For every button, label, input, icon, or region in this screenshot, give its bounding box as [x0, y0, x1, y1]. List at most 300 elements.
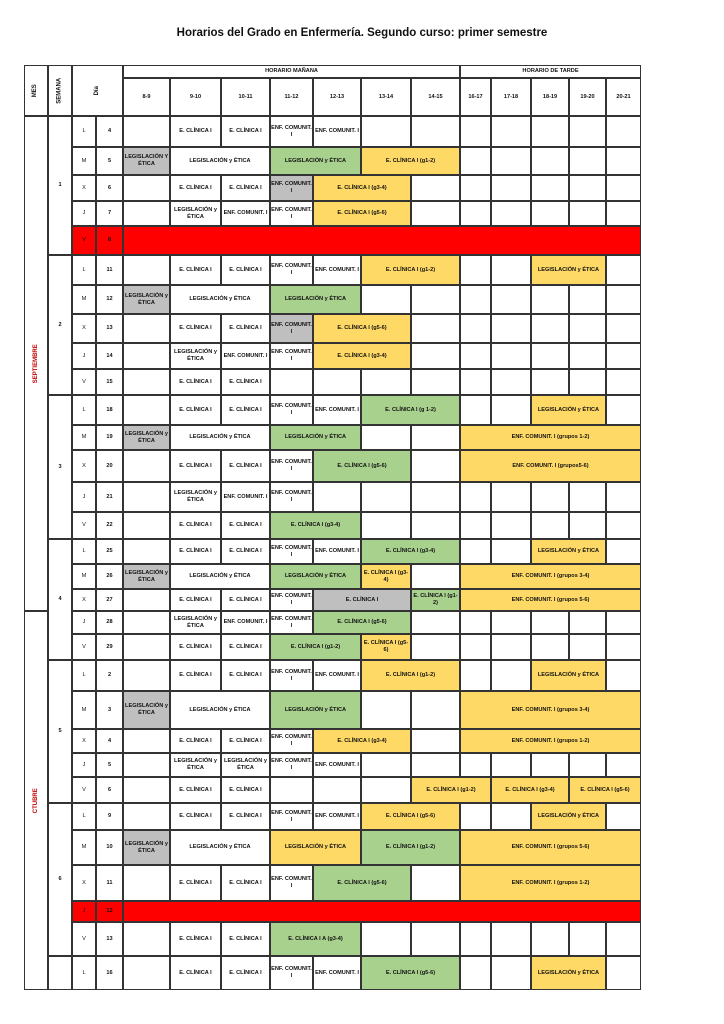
day-letter — [72, 226, 96, 255]
empty-slot — [361, 922, 411, 956]
class-block[interactable] — [170, 285, 270, 314]
empty-slot — [491, 147, 531, 175]
class-block[interactable] — [170, 589, 221, 611]
empty-slot — [411, 753, 460, 777]
cell-text: 5 — [107, 157, 112, 164]
class-block[interactable] — [313, 803, 361, 830]
cell-text: E. CLÍNICA I — [179, 935, 212, 942]
class-block[interactable] — [221, 803, 270, 830]
cell-text: ENF. COMUNIT. I — [271, 321, 312, 335]
cell-text: E. CLÍNICA I — [179, 737, 212, 744]
empty-slot — [411, 564, 460, 589]
class-block[interactable] — [270, 564, 361, 589]
class-block[interactable] — [313, 116, 361, 147]
cell-text: 12 — [106, 908, 113, 914]
cell-text: E. CLÍNICA I (g5-6) — [337, 619, 387, 625]
cell-text: E. CLÍNICA I (g1-2) — [413, 593, 458, 606]
cell-text: V — [82, 237, 86, 243]
class-block[interactable] — [270, 865, 313, 901]
cell-text: ENF. COMUNIT. I — [271, 966, 312, 979]
class-block[interactable] — [361, 830, 460, 865]
class-block[interactable] — [123, 147, 170, 175]
cell-text: LEGISLACIÓN y ÉTICA — [537, 406, 600, 413]
class-block[interactable] — [313, 539, 361, 564]
class-block[interactable] — [221, 512, 270, 539]
cell-text: ENF. COMUNIT. I — [271, 615, 312, 629]
empty-slot — [123, 255, 170, 285]
cell-text: E. CLÍNICA I — [179, 643, 212, 650]
class-block[interactable] — [221, 660, 270, 691]
class-block[interactable] — [361, 956, 460, 990]
class-block[interactable] — [170, 830, 270, 865]
class-block[interactable] — [569, 777, 641, 803]
cell-text: X — [82, 184, 86, 191]
cell-text: 10-11 — [238, 93, 253, 100]
empty-slot — [491, 343, 531, 369]
cell-text: 18 — [106, 406, 113, 413]
empty-slot — [569, 175, 606, 201]
cell-text: E. CLÍNICA I — [229, 462, 262, 469]
class-block[interactable] — [221, 753, 270, 777]
cell-text: M — [81, 573, 87, 579]
class-block[interactable] — [170, 777, 221, 803]
empty-slot — [361, 482, 411, 512]
class-block[interactable] — [221, 922, 270, 956]
class-block[interactable] — [170, 147, 270, 175]
empty-slot — [606, 175, 641, 201]
class-block[interactable] — [221, 369, 270, 395]
class-block[interactable] — [270, 116, 313, 147]
empty-slot — [569, 116, 606, 147]
day-letter — [72, 512, 96, 539]
empty-slot — [491, 255, 531, 285]
cell-text: L — [82, 969, 86, 976]
class-block[interactable] — [170, 803, 221, 830]
empty-slot — [123, 803, 170, 830]
class-block[interactable] — [313, 660, 361, 691]
class-block[interactable] — [270, 425, 361, 450]
class-block[interactable] — [170, 512, 221, 539]
class-block[interactable] — [170, 116, 221, 147]
class-block[interactable] — [170, 482, 221, 512]
class-block[interactable] — [361, 539, 460, 564]
class-block[interactable] — [221, 450, 270, 482]
cell-text: ENF. COMUNIT. I (grupos 1-2) — [511, 737, 590, 744]
empty-slot — [491, 482, 531, 512]
day-number — [96, 395, 123, 425]
cell-text: 18-19 — [542, 93, 558, 100]
class-block[interactable] — [170, 425, 270, 450]
class-block[interactable] — [460, 865, 641, 901]
empty-slot — [606, 922, 641, 956]
empty-slot — [491, 956, 531, 990]
cell-text: E. CLÍNICA I — [229, 378, 262, 385]
cell-text: LEGISLACIÓN y ÉTICA — [189, 573, 251, 579]
class-block[interactable] — [531, 539, 606, 564]
cell-text: 20-21 — [616, 93, 631, 100]
class-block[interactable] — [270, 660, 313, 691]
cell-text: E. CLÍNICA I — [229, 184, 262, 191]
cell-text: 13-14 — [378, 93, 394, 100]
cell-text: LEGISLACIÓN y ÉTICA — [224, 758, 267, 771]
class-block[interactable] — [221, 343, 270, 369]
class-block[interactable] — [313, 753, 361, 777]
class-block[interactable] — [460, 425, 641, 450]
class-block[interactable] — [531, 956, 606, 990]
cell-text: ENF. COMUNIT. I — [271, 734, 312, 747]
cell-text: 5 — [58, 728, 62, 734]
class-block[interactable] — [123, 285, 170, 314]
class-block[interactable] — [313, 314, 411, 343]
class-block[interactable] — [270, 753, 313, 777]
class-block[interactable] — [270, 729, 313, 753]
cell-text: LEGISLACIÓN y ÉTICA — [537, 969, 600, 976]
class-block[interactable] — [361, 803, 460, 830]
class-block[interactable] — [123, 425, 170, 450]
empty-slot — [123, 729, 170, 753]
empty-slot — [123, 634, 170, 660]
empty-slot — [531, 482, 569, 512]
cell-text: E. CLÍNICA I (g5-6) — [363, 640, 409, 653]
cell-text: 16-17 — [468, 93, 483, 100]
empty-slot — [569, 369, 606, 395]
cell-text: 19-20 — [580, 93, 595, 100]
class-block[interactable] — [221, 865, 270, 901]
class-block[interactable] — [270, 691, 361, 729]
class-block[interactable] — [270, 803, 313, 830]
class-block[interactable] — [270, 314, 313, 343]
cell-text: 5 — [107, 761, 112, 768]
cell-text: ENF. COMUNIT. I — [271, 668, 312, 682]
empty-slot — [491, 634, 531, 660]
cell-text: LEGISLACIÓN y ÉTICA — [125, 292, 168, 306]
class-block[interactable] — [270, 482, 313, 512]
week-label — [48, 660, 72, 803]
cell-text: ENF. COMUNIT. I — [315, 548, 359, 554]
empty-slot — [460, 922, 491, 956]
class-block[interactable] — [361, 395, 460, 425]
header-semana — [48, 65, 72, 116]
class-block[interactable] — [170, 255, 221, 285]
class-block[interactable] — [270, 147, 361, 175]
class-block[interactable] — [411, 777, 491, 803]
day-letter — [72, 922, 96, 956]
class-block[interactable] — [270, 285, 361, 314]
cell-text: 3 — [58, 463, 62, 470]
class-block[interactable] — [170, 611, 221, 634]
empty-slot — [123, 512, 170, 539]
class-block[interactable] — [270, 395, 313, 425]
cell-text: LEGISLACIÓN y ÉTICA — [174, 490, 217, 503]
cell-text: 29 — [106, 643, 113, 650]
empty-slot — [606, 660, 641, 691]
class-block[interactable] — [411, 589, 460, 611]
day-number — [96, 450, 123, 482]
class-block[interactable] — [270, 634, 361, 660]
empty-slot — [460, 634, 491, 660]
class-block[interactable] — [170, 539, 221, 564]
class-block[interactable] — [221, 777, 270, 803]
cell-text: LEGISLACIÓN y ÉTICA — [189, 844, 251, 850]
class-block[interactable] — [313, 201, 411, 226]
empty-slot — [531, 634, 569, 660]
week-label — [48, 539, 72, 660]
class-block[interactable] — [170, 956, 221, 990]
empty-slot — [569, 201, 606, 226]
class-block[interactable] — [270, 956, 313, 990]
class-block[interactable] — [460, 450, 641, 482]
class-block[interactable] — [221, 634, 270, 660]
class-block[interactable] — [170, 753, 221, 777]
cell-text: LEGISLACIÓN y ÉTICA — [125, 840, 168, 854]
day-number — [96, 175, 123, 201]
class-block[interactable] — [270, 201, 313, 226]
cell-text: LEGISLACIÓN y ÉTICA — [125, 569, 168, 583]
cell-text: 4 — [58, 596, 62, 602]
header-slot — [123, 78, 170, 116]
empty-slot — [411, 512, 460, 539]
cell-text: E. CLÍNICA I — [179, 266, 212, 273]
class-block[interactable] — [531, 255, 606, 285]
empty-slot — [460, 482, 491, 512]
empty-slot — [411, 729, 460, 753]
class-block[interactable] — [313, 589, 411, 611]
class-block[interactable] — [170, 729, 221, 753]
empty-slot — [411, 611, 460, 634]
day-number — [96, 512, 123, 539]
class-block[interactable] — [361, 147, 460, 175]
class-block[interactable] — [313, 343, 411, 369]
class-block[interactable] — [221, 611, 270, 634]
class-block[interactable] — [170, 450, 221, 482]
class-block[interactable] — [221, 539, 270, 564]
class-block[interactable] — [170, 369, 221, 395]
class-block[interactable] — [170, 691, 270, 729]
empty-slot — [361, 512, 411, 539]
class-block[interactable] — [361, 255, 460, 285]
class-block[interactable] — [313, 395, 361, 425]
empty-slot — [491, 116, 531, 147]
cell-text: E. CLÍNICA I (g1-2) — [385, 844, 436, 850]
cell-text: E. CLÍNICA I — [179, 406, 212, 413]
class-block[interactable] — [221, 589, 270, 611]
cell-text: ENF. COMUNIT. I (grupos 5-6) — [511, 844, 590, 850]
empty-slot — [460, 201, 491, 226]
page-title: Horarios del Grado en Enfermería. Segundo curso: primer semestre — [176, 27, 548, 39]
empty-slot — [491, 753, 531, 777]
empty-slot — [606, 753, 641, 777]
class-block[interactable] — [170, 314, 221, 343]
empty-slot — [411, 450, 460, 482]
day-number — [96, 830, 123, 865]
class-block[interactable] — [270, 450, 313, 482]
class-block[interactable] — [170, 395, 221, 425]
class-block[interactable] — [170, 343, 221, 369]
day-number — [96, 482, 123, 512]
empty-slot — [313, 777, 361, 803]
empty-slot — [123, 660, 170, 691]
class-block[interactable] — [460, 589, 641, 611]
class-block[interactable] — [361, 634, 411, 660]
cell-text: ENF. COMUNIT. I — [315, 761, 359, 768]
class-block[interactable] — [170, 660, 221, 691]
day-letter — [72, 314, 96, 343]
day-letter — [72, 425, 96, 450]
cell-text: 19 — [106, 434, 113, 440]
class-block[interactable] — [313, 729, 411, 753]
empty-slot — [460, 753, 491, 777]
cell-text: V — [82, 643, 86, 650]
empty-slot — [361, 285, 411, 314]
cell-text: ENF. COMUNIT. I (grupos 5-6) — [511, 596, 590, 603]
class-block[interactable] — [221, 395, 270, 425]
cell-text: LEGISLACIÓN y ÉTICA — [125, 430, 168, 444]
cell-text: L — [82, 548, 86, 554]
week-label — [48, 803, 72, 956]
month-label — [24, 116, 48, 611]
class-block[interactable] — [531, 660, 606, 691]
cell-text: V — [82, 935, 86, 942]
class-block[interactable] — [531, 803, 606, 830]
empty-slot — [361, 691, 411, 729]
class-block[interactable] — [270, 611, 313, 634]
cell-text: E. CLÍNICA I — [179, 128, 212, 134]
cell-text: ENF. COMUNIT. I — [271, 758, 312, 771]
class-block[interactable] — [221, 729, 270, 753]
class-block[interactable] — [270, 539, 313, 564]
cell-text: E. CLÍNICA I A (g3-4) — [288, 935, 343, 942]
header-slot — [361, 78, 411, 116]
class-block[interactable] — [123, 691, 170, 729]
class-block[interactable] — [270, 255, 313, 285]
empty-slot — [531, 314, 569, 343]
empty-slot — [606, 512, 641, 539]
cell-text: E. CLÍNICA I — [229, 548, 262, 554]
empty-slot — [531, 611, 569, 634]
day-letter — [72, 147, 96, 175]
day-letter — [72, 865, 96, 901]
class-block[interactable] — [123, 564, 170, 589]
day-number — [96, 777, 123, 803]
empty-slot — [531, 116, 569, 147]
empty-slot — [460, 660, 491, 691]
empty-slot — [460, 343, 491, 369]
class-block[interactable] — [123, 830, 170, 865]
class-block[interactable] — [361, 564, 411, 589]
cell-text: LEGISLACIÓN y ÉTICA — [174, 349, 217, 362]
cell-text: E. CLÍNICA I — [345, 596, 379, 603]
class-block[interactable] — [170, 865, 221, 901]
empty-slot — [270, 777, 313, 803]
cell-text: 11 — [106, 266, 113, 273]
week-label — [48, 956, 72, 990]
class-block[interactable] — [270, 343, 313, 369]
header-slot — [569, 78, 606, 116]
class-block[interactable] — [221, 175, 270, 201]
empty-slot — [460, 285, 491, 314]
class-block[interactable] — [491, 777, 569, 803]
cell-text: ENF. COMUNIT. I — [315, 128, 359, 134]
class-block[interactable] — [460, 691, 641, 729]
cell-text: ENF. COMUNIT. I — [315, 969, 359, 976]
cell-text: 7 — [107, 210, 112, 216]
day-letter — [72, 369, 96, 395]
empty-slot — [531, 147, 569, 175]
cell-text: ENF. COMUNIT. I — [271, 459, 312, 472]
class-block[interactable] — [170, 922, 221, 956]
class-block[interactable] — [170, 634, 221, 660]
cell-text: X — [82, 325, 86, 331]
class-block[interactable] — [221, 482, 270, 512]
cell-text: LEGISLACIÓN y ÉTICA — [537, 266, 600, 273]
day-number — [96, 255, 123, 285]
class-block[interactable] — [531, 395, 606, 425]
cell-text: 6 — [107, 786, 112, 793]
cell-text: E. CLÍNICA I — [179, 879, 212, 886]
class-block[interactable] — [221, 314, 270, 343]
class-block[interactable] — [313, 255, 361, 285]
class-block[interactable] — [313, 450, 411, 482]
class-block[interactable] — [221, 201, 270, 226]
header-slot — [606, 78, 641, 116]
empty-slot — [491, 611, 531, 634]
class-block[interactable] — [221, 255, 270, 285]
cell-text: L — [82, 406, 86, 413]
class-block[interactable] — [270, 175, 313, 201]
class-block[interactable] — [270, 589, 313, 611]
day-letter — [72, 901, 96, 922]
holiday-bar — [123, 901, 641, 922]
empty-slot — [491, 512, 531, 539]
day-number — [96, 425, 123, 450]
empty-slot — [361, 425, 411, 450]
class-block[interactable] — [313, 175, 411, 201]
day-number — [96, 803, 123, 830]
class-block[interactable] — [313, 956, 361, 990]
day-letter — [72, 753, 96, 777]
cell-text: E. CLÍNICA I — [229, 643, 262, 650]
class-block[interactable] — [270, 512, 361, 539]
class-block[interactable] — [270, 830, 361, 865]
day-number — [96, 729, 123, 753]
class-block[interactable] — [170, 175, 221, 201]
class-block[interactable] — [221, 116, 270, 147]
class-block[interactable] — [460, 564, 641, 589]
class-block[interactable] — [170, 201, 221, 226]
cell-text: V — [82, 786, 86, 793]
empty-slot — [606, 803, 641, 830]
class-block[interactable] — [170, 564, 270, 589]
cell-text: 4 — [107, 737, 112, 744]
cell-text: 28 — [106, 619, 113, 625]
cell-text: 8 — [107, 237, 112, 243]
class-block[interactable] — [460, 729, 641, 753]
empty-slot — [569, 753, 606, 777]
class-block[interactable] — [221, 956, 270, 990]
empty-slot — [411, 865, 460, 901]
cell-text: V — [82, 522, 86, 528]
class-block[interactable] — [313, 611, 411, 634]
day-letter — [72, 116, 96, 147]
empty-slot — [531, 753, 569, 777]
class-block[interactable] — [313, 865, 411, 901]
class-block[interactable] — [460, 830, 641, 865]
cell-text: E. CLÍNICA I (g1-2) — [290, 643, 341, 650]
cell-text: E. CLÍNICA I — [229, 737, 262, 744]
class-block[interactable] — [361, 660, 460, 691]
class-block[interactable] — [270, 922, 361, 956]
empty-slot — [361, 777, 411, 803]
